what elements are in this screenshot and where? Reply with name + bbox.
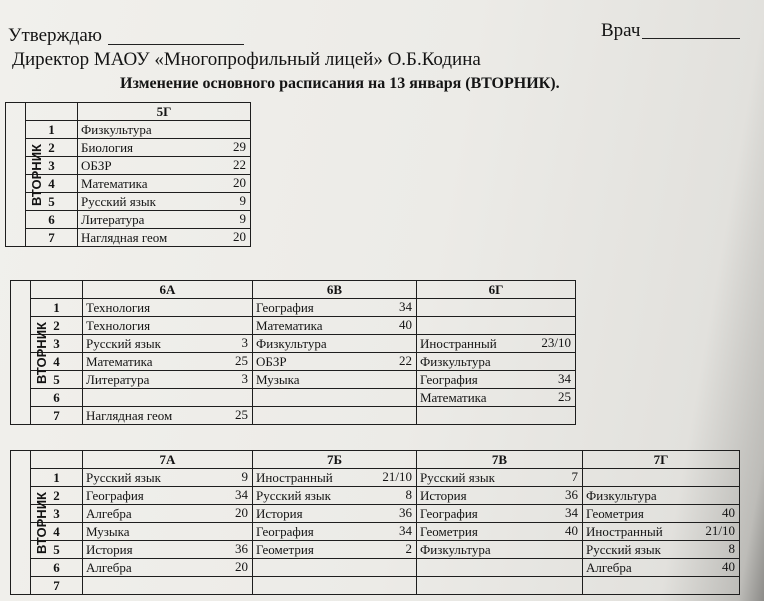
lesson-cell: Русский язык 3 [83,335,253,353]
lesson-cell: Математика 20 [78,175,251,193]
lesson-cell: Русский язык 8 [583,541,740,559]
lesson-number: 1 [26,121,78,139]
lesson-cell: Наглядная геом 25 [83,407,253,425]
lesson-cell: Русский язык 7 [417,469,583,487]
lesson-cell [417,559,583,577]
lesson-cell: Музыка [253,371,417,389]
lesson-cell [417,407,576,425]
lesson-cell: История 36 [83,541,253,559]
lesson-cell [83,577,253,595]
day-label: ВТОРНИК [11,451,31,595]
lesson-number: 1 [31,299,83,317]
lesson-cell: Музыка [83,523,253,541]
lesson-cell: Иностранный 21/10 [583,523,740,541]
lesson-cell: География 34 [253,299,417,317]
lesson-cell: Физкультура [417,541,583,559]
lesson-cell [417,299,576,317]
lesson-cell: География 34 [417,371,576,389]
doctor-label: Врач [601,20,641,41]
lesson-cell: География 34 [253,523,417,541]
lesson-cell: Физкультура [253,335,417,353]
lesson-cell: Физкультура [583,487,740,505]
lesson-number: 7 [31,577,83,595]
lesson-cell: Математика 40 [253,317,417,335]
lesson-number: 1 [31,469,83,487]
lesson-cell: Алгебра 20 [83,559,253,577]
lesson-cell: Иностранный 21/10 [253,469,417,487]
lesson-cell: Русский язык 9 [78,193,251,211]
lesson-cell [253,389,417,407]
lesson-cell: Биология 29 [78,139,251,157]
lesson-number: 3 [31,335,83,353]
lesson-cell: Геометрия 40 [417,523,583,541]
approval-signature-line [108,44,244,45]
block-6 [10,280,576,425]
lesson-number: 5 [31,371,83,389]
lesson-cell: История 36 [417,487,583,505]
lesson-number: 4 [26,175,78,193]
lesson-cell: Геометрия 2 [253,541,417,559]
lesson-cell: Алгебра 20 [83,505,253,523]
lesson-number: 5 [31,541,83,559]
doctor-signature-line [642,38,740,39]
lesson-cell: Литература 9 [78,211,251,229]
block-7 [10,450,740,595]
lesson-cell: ОБЗР 22 [78,157,251,175]
class-header: 6В [253,281,417,299]
lesson-cell: Русский язык 8 [253,487,417,505]
lesson-cell: Алгебра 40 [583,559,740,577]
class-header: 7А [83,451,253,469]
lesson-cell: Наглядная геом 20 [78,229,251,247]
lesson-cell: Геометрия 40 [583,505,740,523]
class-header: 7Г [583,451,740,469]
lesson-number: 6 [26,211,78,229]
day-label: ВТОРНИК [6,103,26,247]
lesson-cell: Литература 3 [83,371,253,389]
lesson-number: 2 [31,487,83,505]
lesson-cell [253,407,417,425]
lesson-cell: История 36 [253,505,417,523]
lesson-number: 5 [26,193,78,211]
schedule-title: Изменение основного расписания на 13 января (ВТОРНИК). [120,75,560,92]
class-header: 5Г [78,103,251,121]
lesson-number: 4 [31,523,83,541]
lesson-cell [583,469,740,487]
lesson-number: 7 [26,229,78,247]
class-header: 6А [83,281,253,299]
lesson-cell [417,577,583,595]
lesson-number: 6 [31,389,83,407]
lesson-cell [253,577,417,595]
lesson-cell: Технология [83,299,253,317]
lesson-cell: Математика 25 [83,353,253,371]
lesson-cell [417,317,576,335]
lesson-cell: Физкультура [417,353,576,371]
lesson-cell: Технология [83,317,253,335]
class-header: 7Б [253,451,417,469]
lesson-cell [83,389,253,407]
director-line: Директор МАОУ «Многопрофильный лицей» О.Б.Кодина [12,49,481,70]
lesson-cell [253,559,417,577]
lesson-number: 3 [31,505,83,523]
approval-label: Утверждаю [8,25,102,46]
block-5 [5,102,251,247]
lesson-number: 6 [31,559,83,577]
class-header: 7В [417,451,583,469]
lesson-number: 7 [31,407,83,425]
lesson-number: 3 [26,157,78,175]
lesson-cell: География 34 [83,487,253,505]
lesson-cell: Русский язык 9 [83,469,253,487]
lesson-cell: Физкультура [78,121,251,139]
lesson-number: 4 [31,353,83,371]
lesson-cell [583,577,740,595]
lesson-cell: География 34 [417,505,583,523]
lesson-cell: ОБЗР 22 [253,353,417,371]
lesson-cell: Математика 25 [417,389,576,407]
lesson-number: 2 [31,317,83,335]
lesson-number: 2 [26,139,78,157]
day-label: ВТОРНИК [11,281,31,425]
lesson-cell: Иностранный 23/10 [417,335,576,353]
class-header: 6Г [417,281,576,299]
